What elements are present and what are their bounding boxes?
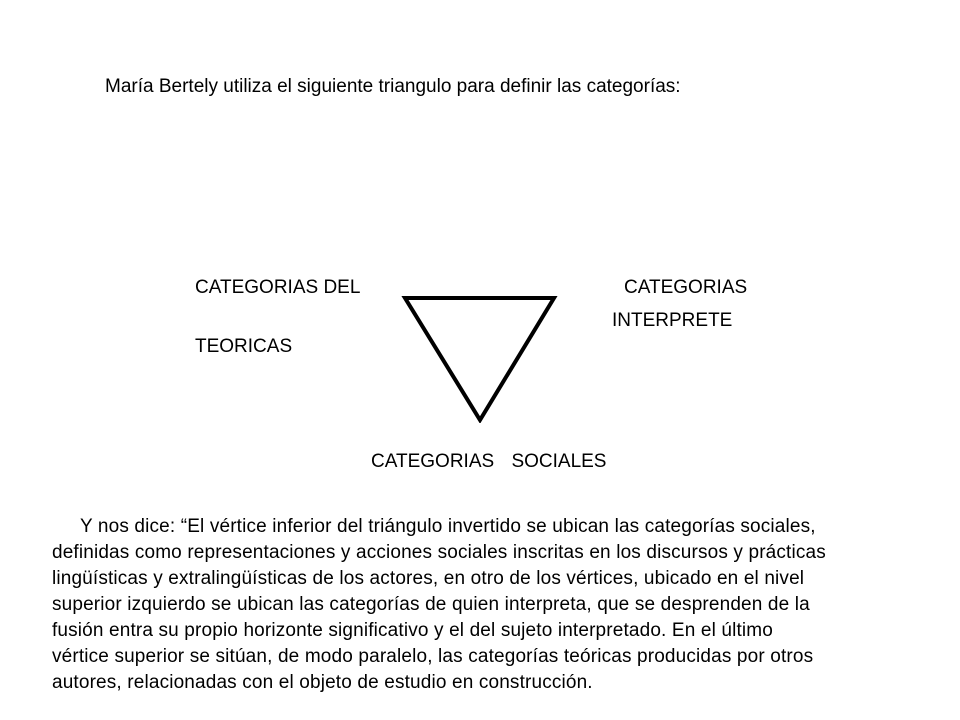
top-left-label-line2: TEORICAS bbox=[195, 336, 293, 357]
quote-line: Y nos dice: “El vértice inferior del triángulo invertido se ubican las categorías sociales, bbox=[80, 516, 816, 537]
top-right-label-line1: CATEGORIAS bbox=[624, 277, 748, 298]
quote-line: autores, relacionadas con el objeto de estudio en construcción. bbox=[52, 672, 593, 693]
intro-text: María Bertely utiliza el siguiente triangulo para definir las categorías: bbox=[105, 76, 681, 97]
top-right-label-line2: INTERPRETE bbox=[612, 310, 733, 331]
quote-line: vértice superior se sitúan, de modo paralelo, las categorías teóricas producidas por otros bbox=[52, 646, 814, 667]
quote-line: fusión entra su propio horizonte significativo y el del sujeto interpretado. En el último bbox=[52, 620, 773, 641]
quote-line: superior izquierdo se ubican las categorías de quien interpreta, que se desprenden de la bbox=[52, 594, 810, 615]
inverted-triangle bbox=[400, 293, 560, 423]
triangle-shape bbox=[405, 298, 554, 420]
quote-line: lingüísticas y extralingüísticas de los actores, en otro de los vértices, ubicado en el nivel bbox=[52, 568, 805, 589]
quote-line: definidas como representaciones y acciones sociales inscritas en los discursos y prácticas bbox=[52, 542, 826, 563]
quote-paragraph bbox=[52, 514, 932, 696]
top-left-label-line1: CATEGORIAS DEL bbox=[195, 277, 361, 298]
bottom-label: CATEGORIAS SOCIALES bbox=[371, 451, 607, 472]
